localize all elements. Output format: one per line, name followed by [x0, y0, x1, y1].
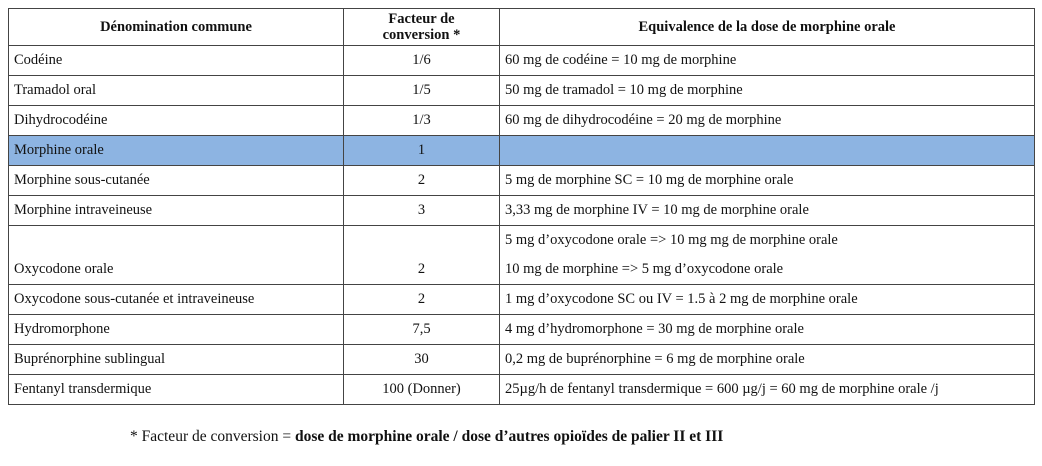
- header-factor: [344, 9, 500, 46]
- table-row: [9, 46, 1035, 76]
- cell-equivalence: [500, 106, 1035, 136]
- cell-name: Morphine sous-cutanée: [9, 166, 344, 196]
- cell-factor: 2: [344, 226, 500, 285]
- equivalence-line: 60 mg de codéine = 10 mg de morphine: [505, 52, 737, 68]
- cell-name: Oxycodone orale: [9, 226, 344, 285]
- cell-name: Dihydrocodéine: [9, 106, 344, 136]
- footnote-prefix: * Facteur de conversion =: [130, 428, 295, 445]
- equivalence-line: 4 mg d’hydromorphone = 30 mg de morphine orale: [505, 321, 804, 337]
- equivalence-line: 5 mg d’oxycodone orale => 10 mg mg de morphine orale: [505, 232, 838, 248]
- cell-equivalence: [500, 196, 1035, 226]
- equivalence-line: 5 mg de morphine SC = 10 mg de morphine orale: [505, 172, 794, 188]
- cell-equivalence: [500, 136, 1035, 166]
- cell-factor: 1/3: [344, 106, 500, 136]
- cell-name: Oxycodone sous-cutanée et intraveineuse: [9, 285, 344, 315]
- cell-equivalence: [500, 226, 1035, 285]
- cell-factor: 7,5: [344, 315, 500, 345]
- cell-equivalence: [500, 285, 1035, 315]
- cell-factor: 100 (Donner): [344, 375, 500, 405]
- table-row: [9, 136, 1035, 166]
- header-equivalence: Equivalence de la dose de morphine orale: [500, 9, 1035, 46]
- header-row: [9, 9, 1035, 46]
- conversion-table: [8, 8, 1035, 405]
- header-factor-line1: Facteur de: [388, 11, 455, 27]
- cell-factor: 1/5: [344, 76, 500, 106]
- cell-factor: 1/6: [344, 46, 500, 76]
- cell-name: Morphine orale: [9, 136, 344, 166]
- table-row: [9, 196, 1035, 226]
- cell-factor: 30: [344, 345, 500, 375]
- footnote: [130, 428, 723, 446]
- equivalence-line: 10 mg de morphine => 5 mg d’oxycodone orale: [505, 261, 784, 277]
- table-row: [9, 345, 1035, 375]
- header-factor-line2: conversion *: [382, 27, 461, 43]
- table-row: [9, 285, 1035, 315]
- cell-name: Codéine: [9, 46, 344, 76]
- cell-equivalence: [500, 46, 1035, 76]
- table-row: [9, 375, 1035, 405]
- table-row: [9, 226, 1035, 285]
- cell-name: Hydromorphone: [9, 315, 344, 345]
- cell-factor: 2: [344, 166, 500, 196]
- cell-equivalence: [500, 345, 1035, 375]
- cell-factor: 2: [344, 285, 500, 315]
- cell-equivalence: [500, 375, 1035, 405]
- cell-name: Fentanyl transdermique: [9, 375, 344, 405]
- equivalence-line: 1 mg d’oxycodone SC ou IV = 1.5 à 2 mg de morphine orale: [505, 291, 858, 307]
- table-row: [9, 315, 1035, 345]
- cell-name: Morphine intraveineuse: [9, 196, 344, 226]
- cell-name: Tramadol oral: [9, 76, 344, 106]
- cell-name: Buprénorphine sublingual: [9, 345, 344, 375]
- cell-equivalence: [500, 315, 1035, 345]
- equivalence-line: 60 mg de dihydrocodéine = 20 mg de morphine: [505, 112, 782, 128]
- equivalence-line: [505, 136, 1029, 165]
- table-row: [9, 166, 1035, 196]
- cell-factor: 1: [344, 136, 500, 166]
- equivalence-line: 3,33 mg de morphine IV = 10 mg de morphine orale: [505, 202, 809, 218]
- equivalence-line: 0,2 mg de buprénorphine = 6 mg de morphine orale: [505, 351, 805, 367]
- table-row: [9, 76, 1035, 106]
- equivalence-line: 50 mg de tramadol = 10 mg de morphine: [505, 82, 743, 98]
- footnote-definition: dose de morphine orale / dose d’autres opioïdes de palier II et III: [294, 428, 724, 445]
- cell-factor: 3: [344, 196, 500, 226]
- header-name: Dénomination commune: [9, 9, 344, 46]
- equivalence-line: 25µg/h de fentanyl transdermique = 600 µg/j = 60 mg de morphine orale /j: [505, 381, 939, 397]
- table-row: [9, 106, 1035, 136]
- cell-equivalence: [500, 166, 1035, 196]
- cell-equivalence: [500, 76, 1035, 106]
